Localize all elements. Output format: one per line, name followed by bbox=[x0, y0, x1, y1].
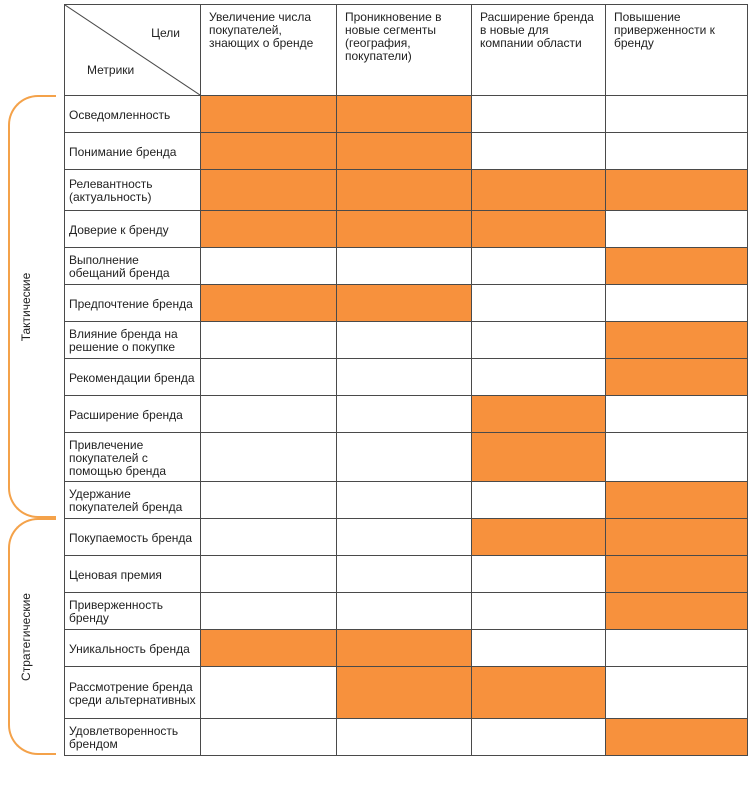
metric-label: Влияние бренда на решение о покупке bbox=[65, 322, 201, 359]
metric-label: Предпочтение бренда bbox=[65, 285, 201, 322]
table-row bbox=[65, 248, 748, 285]
matrix-cell-empty bbox=[606, 285, 748, 322]
matrix-cell-empty bbox=[337, 519, 472, 556]
metric-label: Доверие к бренду bbox=[65, 211, 201, 248]
matrix-cell-empty bbox=[337, 322, 472, 359]
matrix-cell-empty bbox=[201, 519, 337, 556]
matrix-cell-empty bbox=[201, 719, 337, 756]
column-header-loyalty: Повышение приверженности к бренду bbox=[606, 5, 748, 96]
matrix-cell-empty bbox=[201, 322, 337, 359]
table-row bbox=[65, 285, 748, 322]
matrix-cell-empty bbox=[201, 667, 337, 719]
matrix-cell-filled bbox=[606, 719, 748, 756]
metric-label: Рассмотрение бренда среди альтернативных bbox=[65, 667, 201, 719]
matrix-cell-filled bbox=[201, 133, 337, 170]
table-row bbox=[65, 396, 748, 433]
matrix-cell-filled bbox=[337, 285, 472, 322]
metric-label: Привлечение покупателей с помощью бренда bbox=[65, 433, 201, 482]
matrix-cell-empty bbox=[472, 482, 606, 519]
matrix-cell-empty bbox=[337, 593, 472, 630]
matrix-cell-empty bbox=[337, 482, 472, 519]
matrix-cell-filled bbox=[337, 211, 472, 248]
metric-label: Релевантность (актуальность) bbox=[65, 170, 201, 211]
matrix-cell-filled bbox=[606, 359, 748, 396]
tactical-group-label: Тактические bbox=[19, 272, 33, 341]
matrix-cell-filled bbox=[606, 556, 748, 593]
table-row bbox=[65, 133, 748, 170]
metric-label: Удовлетворенность брендом bbox=[65, 719, 201, 756]
matrix-cell-empty bbox=[606, 211, 748, 248]
matrix-cell-filled bbox=[606, 519, 748, 556]
metrics-goals-matrix bbox=[64, 4, 748, 756]
metric-label: Рекомендации бренда bbox=[65, 359, 201, 396]
matrix-cell-filled bbox=[472, 519, 606, 556]
matrix-cell-filled bbox=[337, 133, 472, 170]
table-row bbox=[65, 556, 748, 593]
table-row bbox=[65, 719, 748, 756]
matrix-cell-filled bbox=[337, 630, 472, 667]
matrix-cell-filled bbox=[337, 667, 472, 719]
table-row bbox=[65, 96, 748, 133]
matrix-cell-empty bbox=[472, 556, 606, 593]
matrix-cell-filled bbox=[201, 630, 337, 667]
metric-label: Понимание бренда bbox=[65, 133, 201, 170]
table-row bbox=[65, 630, 748, 667]
table-row bbox=[65, 211, 748, 248]
matrix-cell-empty bbox=[201, 359, 337, 396]
table-row bbox=[65, 322, 748, 359]
matrix-cell-empty bbox=[606, 396, 748, 433]
matrix-cell-filled bbox=[472, 433, 606, 482]
corner-header bbox=[65, 5, 201, 96]
table-row bbox=[65, 519, 748, 556]
metric-label: Уникальность бренда bbox=[65, 630, 201, 667]
table-row bbox=[65, 359, 748, 396]
corner-metrics-label: Метрики bbox=[87, 63, 135, 77]
strategic-group-label: Стратегические bbox=[19, 592, 33, 681]
matrix-cell-filled bbox=[337, 96, 472, 133]
matrix-cell-empty bbox=[337, 248, 472, 285]
matrix-cell-empty bbox=[606, 433, 748, 482]
matrix-cell-empty bbox=[201, 593, 337, 630]
matrix-cell-empty bbox=[337, 359, 472, 396]
matrix-cell-empty bbox=[472, 593, 606, 630]
matrix-cell-empty bbox=[472, 96, 606, 133]
matrix-cell-empty bbox=[201, 556, 337, 593]
table-row bbox=[65, 433, 748, 482]
matrix-cell-filled bbox=[337, 170, 472, 211]
matrix-cell-empty bbox=[606, 133, 748, 170]
corner-goals-label: Цели bbox=[151, 26, 180, 40]
matrix-cell-filled bbox=[201, 211, 337, 248]
matrix-body bbox=[65, 96, 748, 756]
metric-label: Выполнение обещаний бренда bbox=[65, 248, 201, 285]
table-row bbox=[65, 482, 748, 519]
matrix-cell-empty bbox=[472, 285, 606, 322]
matrix-cell-empty bbox=[472, 248, 606, 285]
matrix-cell-filled bbox=[606, 322, 748, 359]
metric-label: Ценовая премия bbox=[65, 556, 201, 593]
matrix-cell-filled bbox=[472, 170, 606, 211]
matrix-cell-empty bbox=[606, 667, 748, 719]
matrix-cell-empty bbox=[201, 248, 337, 285]
column-header-new-segments: Проникновение в новые сегменты (география, покупатели) bbox=[337, 5, 472, 96]
metric-label: Покупаемость бренда bbox=[65, 519, 201, 556]
matrix-cell-empty bbox=[337, 433, 472, 482]
matrix-cell-empty bbox=[201, 396, 337, 433]
metric-label: Приверженность бренду bbox=[65, 593, 201, 630]
matrix-cell-empty bbox=[337, 396, 472, 433]
matrix-cell-filled bbox=[472, 211, 606, 248]
matrix-cell-empty bbox=[472, 359, 606, 396]
matrix-cell-filled bbox=[606, 170, 748, 211]
matrix-cell-filled bbox=[201, 285, 337, 322]
column-header-brand-extension: Расширение бренда в новые для компании области bbox=[472, 5, 606, 96]
metric-label: Удержание покупателей бренда bbox=[65, 482, 201, 519]
matrix-cell-empty bbox=[472, 630, 606, 667]
matrix-cell-empty bbox=[201, 482, 337, 519]
matrix-cell-filled bbox=[201, 96, 337, 133]
header-row bbox=[65, 5, 748, 96]
table-row bbox=[65, 667, 748, 719]
matrix-cell-empty bbox=[472, 322, 606, 359]
matrix-cell-filled bbox=[606, 482, 748, 519]
matrix-cell-empty bbox=[606, 630, 748, 667]
matrix-cell-empty bbox=[606, 96, 748, 133]
matrix-cell-filled bbox=[606, 593, 748, 630]
matrix-cell-empty bbox=[472, 719, 606, 756]
matrix-cell-empty bbox=[472, 133, 606, 170]
matrix-cell-filled bbox=[472, 667, 606, 719]
metric-label: Расширение бренда bbox=[65, 396, 201, 433]
column-header-awareness-growth: Увеличение числа покупателей, знающих о бренде bbox=[201, 5, 337, 96]
matrix-cell-filled bbox=[201, 170, 337, 211]
table-row bbox=[65, 593, 748, 630]
matrix-cell-filled bbox=[606, 248, 748, 285]
metric-label: Осведомленность bbox=[65, 96, 201, 133]
table-row bbox=[65, 170, 748, 211]
matrix-cell-empty bbox=[337, 719, 472, 756]
matrix-cell-filled bbox=[472, 396, 606, 433]
matrix-cell-empty bbox=[337, 556, 472, 593]
corner-diagonal bbox=[65, 5, 200, 95]
matrix-cell-empty bbox=[201, 433, 337, 482]
